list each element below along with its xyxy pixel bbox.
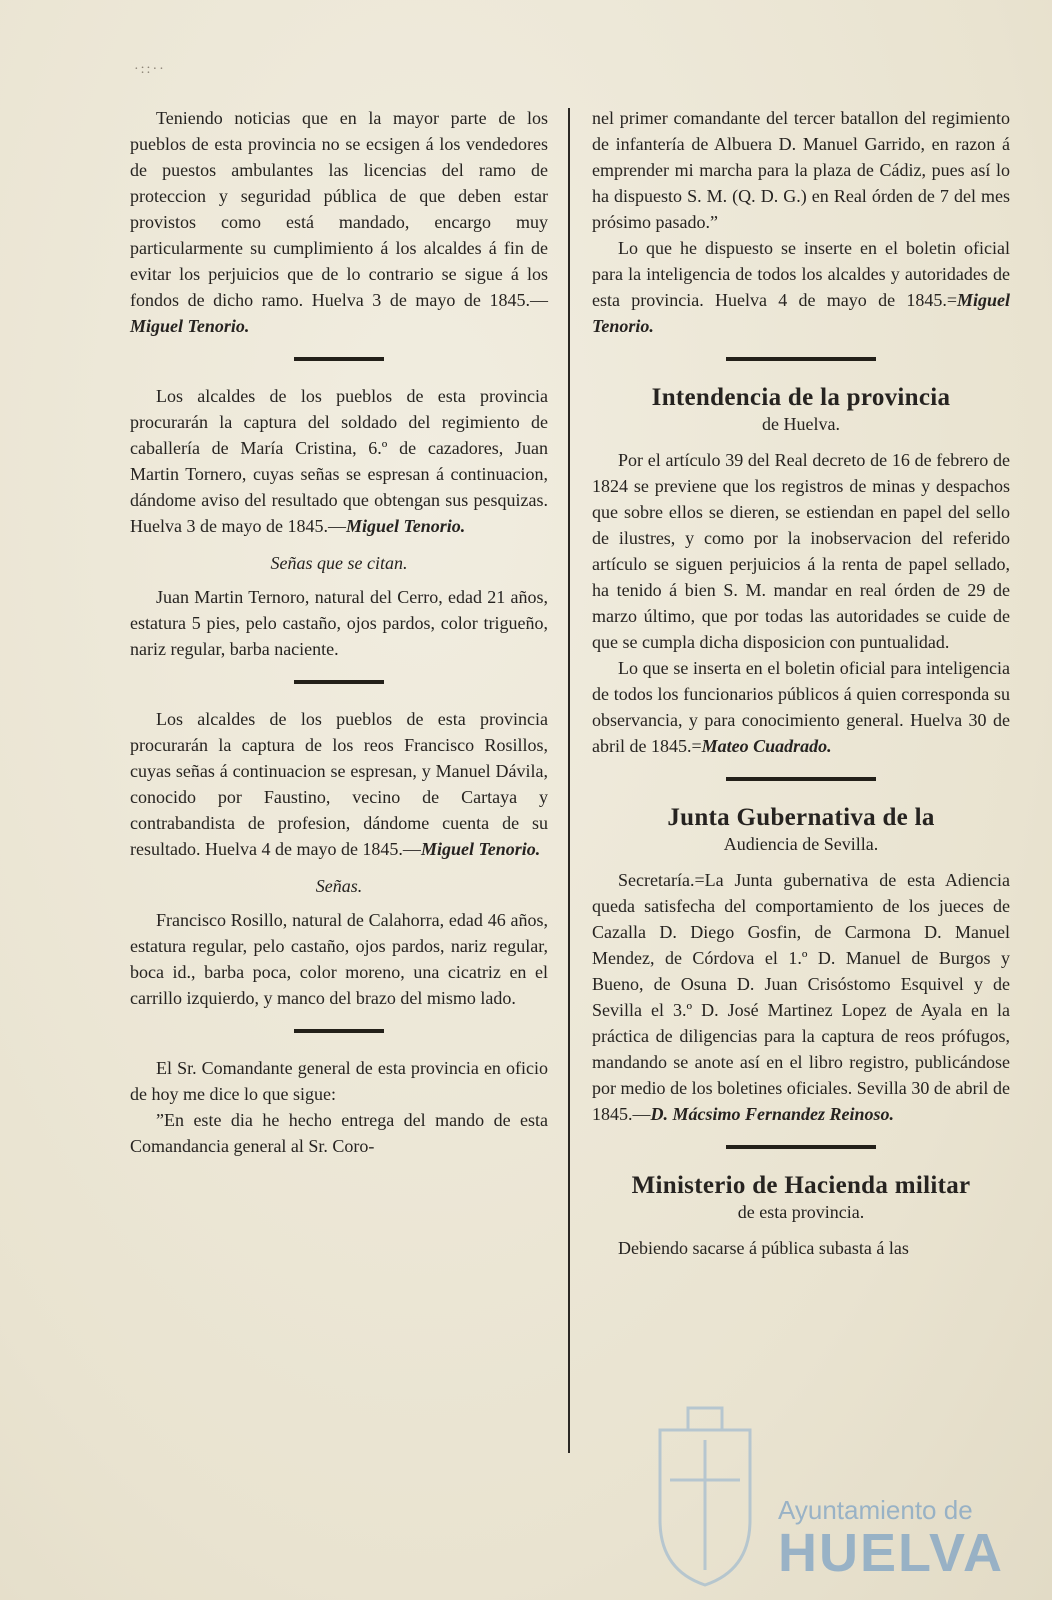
section-heading: Intendencia de la provincia xyxy=(651,384,951,411)
notice-text: El Sr. Comandante general de esta provincia en oficio de hoy me dice lo que sigue: xyxy=(130,1058,548,1104)
quote-text: nel primer comandante del tercer batallon del regimiento de infantería de Albuera D. Manuel Garrido, en razon á emprender mi marcha para la plaza de Cádiz, pues así lo ha dispuesto S. M. (Q. D. G.) en Real órden de 7 del mes prósimo pasado.” xyxy=(592,108,1010,232)
notice-text: Teniendo noticias que en la mayor parte de los pueblos de esta provincia no se ecsigen á los vendedores de puestos ambulantes las licencias del ramo de proteccion y seguridad pública de que deben estar provistos como está mandado, encargo muy particularmente su cumplimiento á los alcaldes á fin de evitar los perjuicios que de lo contrario se sigue á los fondos de dicho ramo. Huelva 3 de mayo de 1845.— xyxy=(130,108,548,310)
watermark-line-2: HUELVA xyxy=(778,1523,1004,1583)
section-rule xyxy=(726,357,876,361)
signature: Miguel Tenorio. xyxy=(130,316,250,336)
city-shield-watermark-icon xyxy=(640,1400,770,1590)
subheading: Señas. xyxy=(315,876,363,896)
section-subheading: de Huelva. xyxy=(762,414,840,434)
quote-text: ”En este dia he hecho entrega del mando de esta Comandancia general al Sr. Coro- xyxy=(130,1110,548,1156)
signature: Mateo Cuadrado. xyxy=(701,736,832,756)
section-heading: Ministerio de Hacienda militar xyxy=(631,1172,971,1199)
description-text: Francisco Rosillo, natural de Calahorra, edad 46 años, estatura regular, pelo castaño, ojos pardos, nariz regular, boca id., barba poca, color moreno, una cicatriz en el carrillo izquierdo, y manco del brazo del mismo lado. xyxy=(130,910,548,1008)
section-intendencia xyxy=(592,383,1010,759)
section-subheading: de esta provincia. xyxy=(737,1202,865,1222)
subheading: Señas que se citan. xyxy=(270,553,408,573)
watermark-line-1: Ayuntamiento de xyxy=(778,1495,973,1525)
section-rule xyxy=(294,680,384,684)
notice-commandant-handover-continued xyxy=(592,105,1010,339)
section-text: Debiendo sacarse á pública subasta á las xyxy=(618,1238,909,1258)
section-ministerio-hacienda xyxy=(592,1171,1010,1261)
section-junta-gubernativa xyxy=(592,803,1010,1127)
column-divider xyxy=(568,108,570,1453)
section-rule xyxy=(294,1029,384,1033)
right-column xyxy=(592,105,1010,1261)
section-subheading: Audiencia de Sevilla. xyxy=(723,834,879,854)
section-text: Lo que se inserta en el boletin oficial para inteligencia de todos los funcionarios públicos á quien corresponda su observancia, y para conocimiento general. Huelva 30 de abril de 1845.= xyxy=(592,658,1010,756)
signature: D. Mácsimo Fernandez Reinoso. xyxy=(650,1104,895,1124)
notice-text: Los alcaldes de los pueblos de esta provincia procurarán la captura de los reos Francisco Rosillos, cuyas señas á continuacion se espresan, y Manuel Dávila, conocido por Faustino, vecino de Cartaya y contrabandista de profesion, dándome cuenta de su resultado. Huelva 4 de mayo de 1845.— xyxy=(130,709,548,859)
notice-vendors-licences xyxy=(130,105,548,339)
section-rule xyxy=(726,1145,876,1149)
notice-commandant-handover xyxy=(130,1055,548,1159)
signature: Miguel Tenorio. xyxy=(420,839,541,859)
notice-text: Los alcaldes de los pueblos de esta provincia procurarán la captura del soldado del regimiento de caballería de María Cristina, 6.º de cazadores, Juan Martin Tornero, cuyas señas se espresan á continuacion, dándome aviso del resultado que obtengan sus pesquizas. Huelva 3 de mayo de 1845.— xyxy=(130,386,548,536)
section-heading: Junta Gubernativa de la xyxy=(667,804,935,831)
notice-fugitives-capture xyxy=(130,706,548,1011)
signature: Miguel Tenorio. xyxy=(345,516,466,536)
notice-text: Lo que he dispuesto se inserte en el boletin oficial para la inteligencia de todos los alcaldes y autoridades de esta provincia. Huelva 4 de mayo de 1845.= xyxy=(592,238,1010,310)
notice-soldier-capture xyxy=(130,383,548,662)
section-text: Por el artículo 39 del Real decreto de 16 de febrero de 1824 se previene que los registros de minas y despachos que sobre ellos se dieren, se estiendan en papel del sello de ilustres, y como por la inobservacion del referido artículo se siguen perjuicios á la renta de papel sellado, ha tenido á bien S. M. mandar en real órden de 29 de marzo último, que por todas las autoridades se cuide de que se cumpla dicha disposicion con puntualidad. xyxy=(592,450,1010,652)
section-rule xyxy=(294,357,384,361)
section-text: Secretaría.=La Junta gubernativa de esta Adiencia queda satisfecha del comportamiento de los jueces de Cazalla D. Diego Gosfin, de Carmona D. Manuel Mendez, de Córdova el 1.º D. Manuel de Burgos y Bueno, de Osuna D. Juan Crisóstomo Esquivel y de Sevilla el 3.º D. José Martinez Lopez de Ayala en la práctica de diligencias para la captura de reos prófugos, mandando se anote así en el libro registro, publicándose por medio de los boletines oficiales. Sevilla 30 de abril de 1845.— xyxy=(592,870,1010,1124)
section-rule xyxy=(726,777,876,781)
page-top-mark: ·::·· xyxy=(134,62,166,77)
description-text: Juan Martin Ternoro, natural del Cerro, edad 21 años, estatura 5 pies, pelo castaño, ojos pardos, color trigueño, nariz regular, barba naciente. xyxy=(130,587,548,659)
signature: Miguel Tenorio. xyxy=(592,290,1010,336)
left-column xyxy=(130,105,548,1159)
